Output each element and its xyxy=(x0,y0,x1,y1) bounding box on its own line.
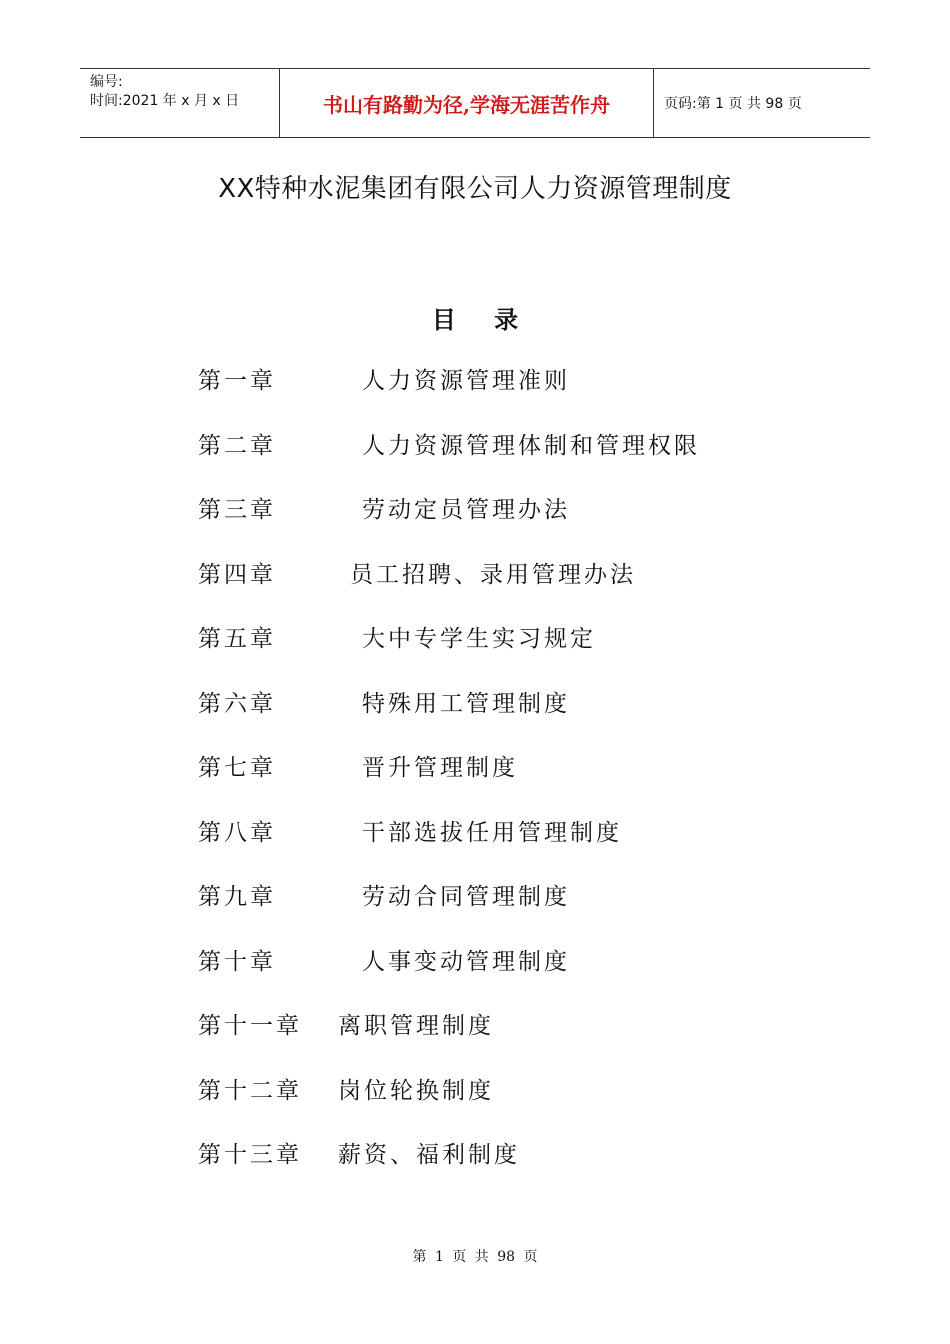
toc-item[interactable] xyxy=(198,878,818,943)
toc-item[interactable] xyxy=(198,427,818,492)
toc-heading: 目 录 xyxy=(431,305,519,334)
toc-chapter-name: 劳动定员管理办法 xyxy=(362,497,570,523)
toc-chapter-name: 特殊用工管理制度 xyxy=(362,690,570,717)
toc-chapter: 第五章 xyxy=(198,626,276,652)
header-motto: 书山有路勤为径,学海无涯苦作舟 xyxy=(280,69,654,137)
toc-chapter-name: 人事变动管理制度 xyxy=(362,948,570,975)
toc-chapter: 第十二章 xyxy=(198,1077,302,1104)
toc-chapter: 第三章 xyxy=(198,497,276,523)
toc-chapter: 第一章 xyxy=(198,368,276,394)
page-footer: 第 1 页 共 98 页 xyxy=(412,1249,538,1265)
toc-chapter: 第八章 xyxy=(198,819,276,846)
time-label: 时间:2021 年 x 月 x 日 xyxy=(90,93,240,109)
toc-chapter: 第四章 xyxy=(198,561,276,588)
page-header xyxy=(80,68,870,138)
header-page-info: 页码:第 1 页 共 98 页 xyxy=(664,96,802,112)
toc-chapter-name: 大中专学生实习规定 xyxy=(362,626,596,652)
toc-chapter: 第二章 xyxy=(198,432,276,459)
toc-chapter-name: 人力资源管理体制和管理权限 xyxy=(362,432,700,459)
toc-chapter: 第十一章 xyxy=(198,1013,302,1039)
toc-chapter: 第十三章 xyxy=(198,1142,302,1168)
header-meta xyxy=(80,69,280,137)
toc-chapter-name: 薪资、福利制度 xyxy=(338,1142,520,1168)
toc-item[interactable] xyxy=(198,814,818,879)
toc-chapter-name: 干部选拔任用管理制度 xyxy=(362,819,622,846)
toc-item[interactable] xyxy=(198,685,818,750)
toc-chapter: 第七章 xyxy=(198,755,276,781)
toc-item[interactable] xyxy=(198,620,818,685)
toc-item[interactable] xyxy=(198,1072,818,1137)
toc-chapter: 第九章 xyxy=(198,884,276,910)
toc-item[interactable] xyxy=(198,749,818,814)
table-of-contents xyxy=(198,362,818,1201)
toc-chapter-name: 员工招聘、录用管理办法 xyxy=(350,561,636,588)
toc-chapter-name: 岗位轮换制度 xyxy=(338,1077,494,1104)
document-title: XX特种水泥集团有限公司人力资源管理制度 xyxy=(218,174,732,204)
toc-chapter-name: 人力资源管理准则 xyxy=(362,368,570,394)
toc-item[interactable] xyxy=(198,556,818,621)
toc-item[interactable] xyxy=(198,943,818,1008)
toc-item[interactable] xyxy=(198,491,818,556)
toc-chapter: 第十章 xyxy=(198,948,276,975)
toc-chapter-name: 离职管理制度 xyxy=(338,1013,494,1039)
toc-item[interactable] xyxy=(198,1007,818,1072)
number-label: 编号: xyxy=(90,74,123,90)
toc-item[interactable] xyxy=(198,362,818,427)
toc-chapter-name: 劳动合同管理制度 xyxy=(362,884,570,910)
toc-item[interactable] xyxy=(198,1136,818,1201)
toc-chapter-name: 晋升管理制度 xyxy=(362,755,518,781)
toc-chapter: 第六章 xyxy=(198,690,276,717)
